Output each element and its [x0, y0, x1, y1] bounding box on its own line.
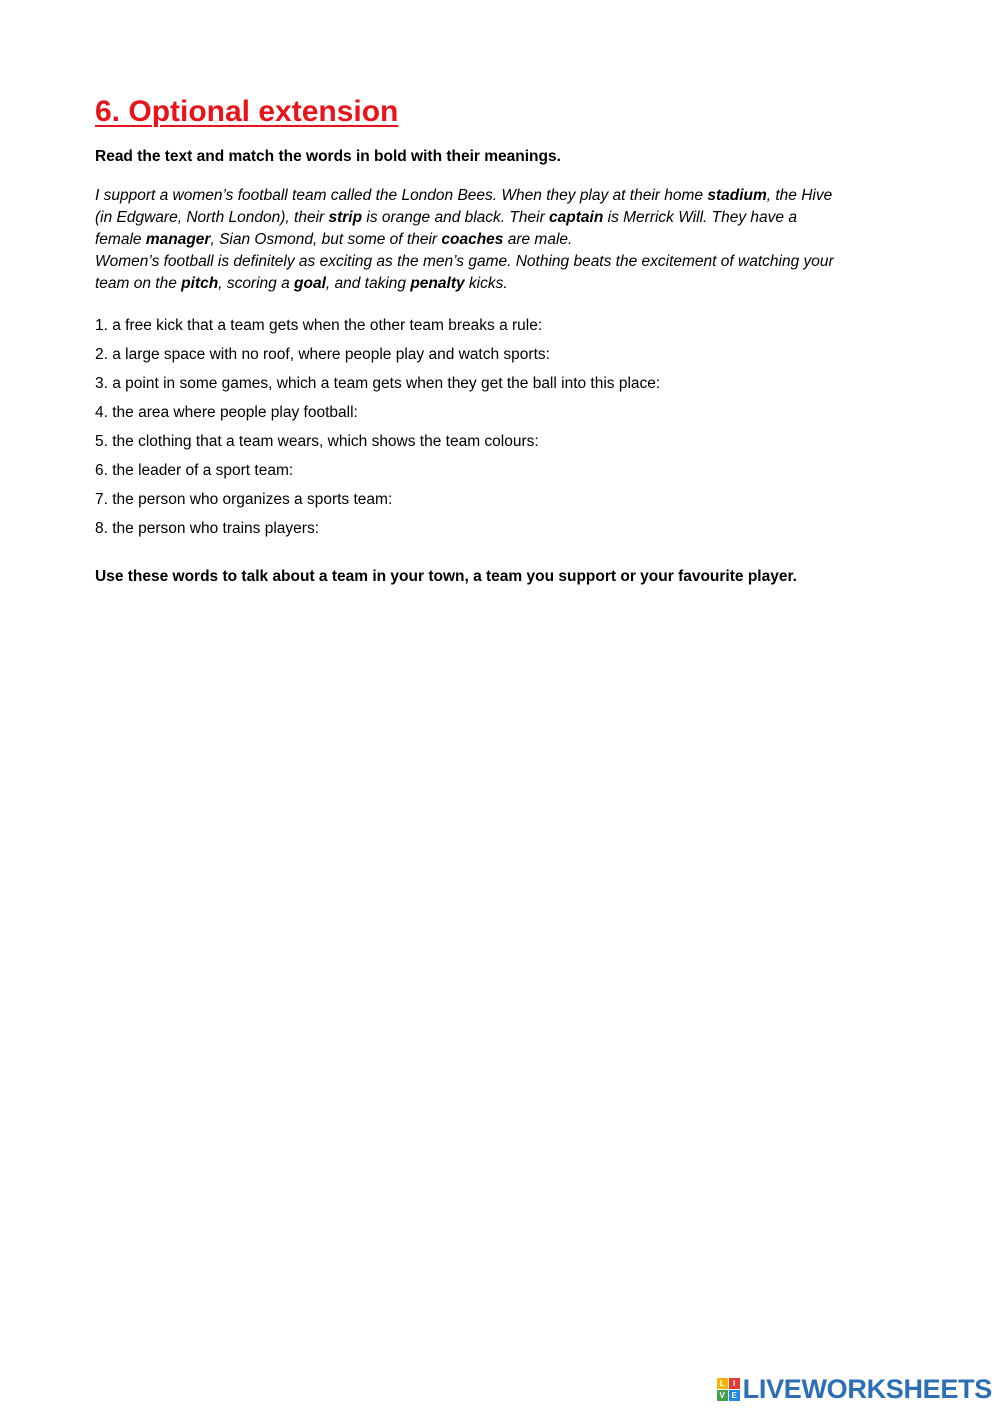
instruction-talk-about-team: Use these words to talk about a team in your town, a team you support or your favourite player. [95, 568, 797, 585]
keyword: pitch [181, 275, 219, 292]
reading-passage [95, 185, 905, 295]
liveworksheets-logo-icon [717, 1378, 740, 1401]
definition-item: 1. a free kick that a team gets when the other team breaks a rule: [95, 317, 543, 334]
passage-text: , the Hive [766, 187, 833, 204]
keyword: penalty [410, 275, 465, 292]
definition-item: 8. the person who trains players: [95, 520, 320, 537]
keyword: strip [328, 209, 363, 226]
passage-line [95, 229, 905, 251]
passage-text: Women’s football is definitely as exciting as the men’s game. Nothing beats the excitement of watching your [95, 253, 834, 270]
brand-wordmark: LIVEWORKSHEETS [742, 1374, 992, 1404]
logo-tile: V [717, 1390, 728, 1401]
keyword: stadium [707, 187, 767, 204]
keyword: goal [294, 275, 326, 292]
instruction-match-words: Read the text and match the words in bold with their meanings. [95, 148, 561, 165]
logo-tile: L [717, 1378, 728, 1389]
keyword: coaches [441, 231, 504, 248]
passage-text: (in Edgware, North London), their [95, 209, 329, 226]
passage-line [95, 185, 905, 207]
passage-text: , and taking [325, 275, 411, 292]
passage-text: are male. [503, 231, 573, 248]
definition-item: 4. the area where people play football: [95, 404, 358, 421]
passage-text: I support a women’s football team called the London Bees. When they play at their home [95, 187, 708, 204]
definition-item: 2. a large space with no roof, where people play and watch sports: [95, 346, 550, 363]
logo-tile: I [729, 1378, 740, 1389]
passage-text: kicks. [464, 275, 508, 292]
passage-line [95, 251, 905, 273]
passage-text: is Merrick Will. They have a [603, 209, 797, 226]
passage-text: is orange and black. Their [362, 209, 550, 226]
definition-item: 6. the leader of a sport team: [95, 462, 294, 479]
definition-item: 3. a point in some games, which a team gets when they get the ball into this place: [95, 375, 661, 392]
liveworksheets-brand[interactable] [717, 1374, 992, 1405]
definition-item: 7. the person who organizes a sports team: [95, 491, 393, 508]
passage-text: , Sian Osmond, but some of their [210, 231, 442, 248]
passage-text: , scoring a [218, 275, 295, 292]
keyword: manager [145, 231, 211, 248]
passage-text: female [95, 231, 146, 248]
passage-text: team on the [95, 275, 182, 292]
section-heading: 6. Optional extension [95, 95, 399, 128]
definition-item: 5. the clothing that a team wears, which shows the team colours: [95, 433, 539, 450]
definitions-list [95, 316, 660, 548]
logo-tile: E [729, 1390, 740, 1401]
passage-line [95, 207, 905, 229]
keyword: captain [549, 209, 604, 226]
passage-line [95, 273, 905, 295]
